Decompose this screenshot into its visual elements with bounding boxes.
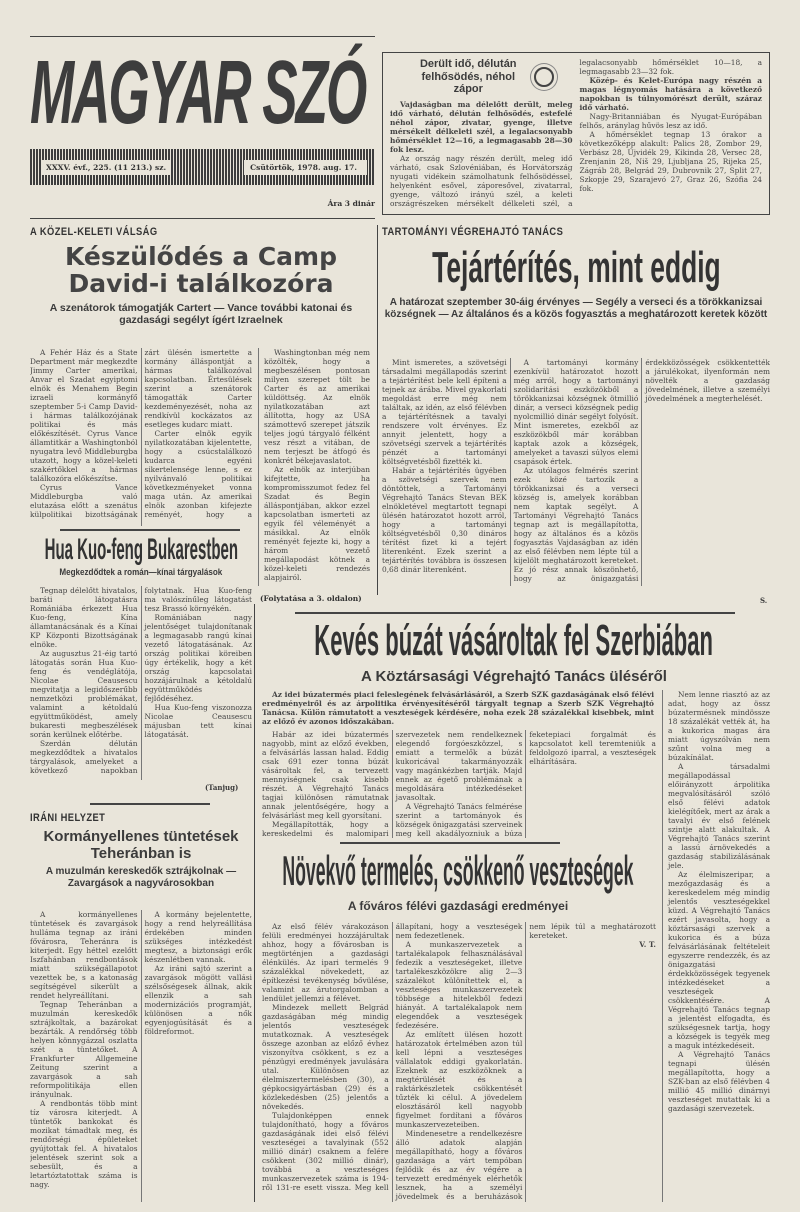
paragraph: Mindenesetre a rendelkezésre álló adatok alapján megállapítható, hogy a főváros gazdasága a várt tempóban fejlődik és az év végére a tervezett eredmények elérhetők lesznek, ha a személyi jövedelmek és a beruházások nem lépik túl a meghatározott kereteket. — [395, 922, 656, 1201]
headline: Hua Kuo-feng Bukarestben — [44, 533, 238, 566]
headline: Növekvő termelés, csökkenő veszteségek — [282, 847, 634, 894]
divider — [30, 218, 375, 219]
article-body — [662, 690, 770, 1202]
paragraph: Az augusztus 21-éig tartó látogatás során Hua Kuo-feng és vendéglátója, Nicolae Ceausescu megvitatja a legidőszerűbb nemzetközi problémákat, valamint a kétoldalú együttműködést, amely bukaresti megbeszélések során kerülnek előtérbe. — [30, 649, 138, 739]
headline-line: Teheránban is — [90, 845, 192, 862]
paragraph: Nem lenne riasztó az az adat, hogy az össz búzatermésnek mindössze 18 százalékát vették át, ha a kukorica magas ára miatt úgyszólván nem szűnt volna meg a búzakínálat. — [668, 690, 770, 762]
headline-line: Kormányellenes tüntetések — [43, 828, 239, 845]
issue-band — [30, 149, 375, 185]
sun-icon — [534, 67, 554, 87]
divider — [30, 36, 375, 37]
subhead: A szenátorok támogatják Cartert — Vance további katonai és gazdasági segélyt ígért Izraelnek — [49, 302, 353, 327]
paragraph: Az élelmiszeripar, a mezőgazdaság és a kereskedelem még mindig jelentős veszteségekkel küzd. A Végrehajtó Tanács ezért javasolta, hogy a köztársasági szervek a kukorica és a búza felvásárlásának feltételeit egyszerre rendezzék, és az önigazgatási érdekközösségek tegyenek intézkedéseket a veszteségek csökkentésére. A Végrehajtó Tanács tegnap a jelentést elfogadta, és szükségesnek tartja, hogy a községek is tegyék meg a maguk intézkedéseit. — [668, 870, 770, 1050]
signature: S. — [760, 596, 768, 605]
paragraph: Tegnap délelőtt hivatalos, baráti látogatásra Romániába érkezett Hua Kuo-feng, Kína államtanácsának és a Kínai KP Központi Bizottságának elnöke. — [30, 586, 138, 649]
newspaper-logo: MAGYAR SZÓ — [30, 41, 366, 143]
price: Ára 3 dinár — [327, 199, 375, 208]
weather-paragraph: Közép- és Kelet-Európa nagy részén a magas légnyomás hatására a következő napokban is túlnyomórészt derült, száraz idő várható. — [579, 76, 762, 112]
kicker: TARTOMÁNYI VÉGREHAJTÓ TANÁCS — [382, 226, 564, 238]
paragraph: Tulajdonképpen ennek tulajdonítható, hogy a főváros gazdaságának idei első félévi veszteségei a tavalyinak (552 millió dinár) csaknem a felére csökkent (302 millió dinár), továbbá a veszteséges munkaszervezetek száma is 194-ről 131-re esett vissza. Meg kell állapítani, hogy a veszteségek nem fedezetlenek. — [262, 922, 523, 1192]
paragraph: Az utólagos felmérés szerint ezek közé tartozik a törökkanizsai és a verseci község is, amelyek korábban nem kaptak segélyt. A Tartományi Végrehajtó Tanács tegnap azt is megállapította, hogy az általános és a közös fogyasztás Vajdaságban az idén az első félévben nem lépte túl a kijelölt meghatározott kereteket. Ez jó rész annak köszönhető, hogy az önigazgatási érdekközösségek csökkentették a járulékokat, ilyenformán nem növelték a gazdaság jövedelmének, illetve a személyi jövedelmének a megterhelését. — [513, 358, 770, 583]
weather-headline: Derült idő, délután felhősödés, néhol zápor — [419, 58, 517, 96]
article-iran — [30, 812, 252, 889]
article-body — [30, 348, 252, 526]
article-hua-kuo-feng — [30, 532, 252, 580]
article-economic-results — [258, 848, 658, 914]
weather-lead: Vajdaságban ma délelőtt derült, meleg idő várható, délután felhősödés, estefelé néhol zápor, zivatar, gyenge, illetve mérsékelt délkeleti szél, a legalacsonyabb hőmérséklet 12—16, a legmagasabb 28—30 fok lesz. — [390, 99, 573, 154]
subhead: Megkezdődtek a román—kínai tárgyalások — [59, 567, 223, 578]
article-wheat — [258, 617, 770, 686]
article-body — [30, 586, 252, 780]
paragraph: Romániában nagy jelentőséget tulajdonítanak a legmagasabb rangú kínai vezető látogatásának. Az ország politikai köreiben úgy értékelik, hogy a két ország kapcsolatai hozzájárulnak a kétoldalú együttműködés fejlődéséhez. — [144, 613, 252, 703]
paragraph: Szerdán délután megkezdődtek a hivatalos tárgyalások, amelyeket a következő napokban folytatnak. Hua Kuo-feng ma valószínűleg látogatást tesz Brassó környékén. — [30, 586, 252, 775]
kicker: A KÖZEL-KELETI VÁLSÁG — [30, 226, 158, 238]
paragraph: A tartományi kormány ezenkívül határozatot hozott még arról, hogy a tartományi szolidaritási eszközökből a törökkanizsai községnek ötmillió dinár, a verseci községnek pedig nyolcmillió dinár segélyt folyósít. Mint ismeretes, ezekből az eszközökből már korábban kaptak azok a községek, amelyeket a tavaszi súlyos elemi csapások értek. — [513, 358, 639, 466]
paragraph: A rendbontás több mint tíz városra kiterjedt. A tüntetők bankokat és mozikat támadtak meg, és rendőrségi épületeket gyújtottak fel. A hivatalos jelentések szerint sok a sebesült, és a letartóztatottak száma is nagy. — [30, 1099, 138, 1189]
headline-line: Készülődés a Camp — [64, 242, 338, 271]
paragraph: A munkaszervezetek a tartalékalapok felhasználásával fedezik a veszteségeket, illetve tartalékeszközökre alig 2—3 százalékot különítettek el, a veszteséges munkaszervezetek többsége a hitelekből fedezi hiányát. A tartalékalapok nem elegendőek a veszteségek fedezésére. — [395, 940, 523, 1030]
headline-line: David-i találkozóra — [68, 269, 334, 298]
kicker: IRÁNI HELYZET — [30, 812, 106, 824]
paragraph: Mindezek mellett Belgrád gazdaságában még mindig jelentős veszteségek mutatkoznak. A veszteségek összege azonban az előző évhez viszonyítva csökkent, s ez a pénzügyi eredmények javulására utal. Különösen az élelmiszertermelésben (30), a gépkocsigyártásban (29) és a közlekedésben (25) jelentős a növekedés. — [262, 1003, 389, 1111]
news-source: (Tanjug) — [205, 783, 239, 792]
paragraph: Carter elnök egyik nyilatkozatában kijelentette, hogy a csúcstalálkozó kudarca egyéni sikertelensége lenne, s ez nyilvánvaló politikai következményeket vonna maga után. Az amerikai elnök azonban kifejezte reményét, hogy a — [144, 429, 252, 519]
paragraph: Az első félév várakozáson felüli eredményei hozzájárultak ahhoz, hogy a fővárosban is megtörténjen a gazdasági élénkülés. Az ipari termelés 9 százalékkal növekedett, az építkezési tevékenység bővülése, valamint az árutorgalomban a lendület jellemzi a félévet. — [262, 922, 389, 1003]
paragraph: A társadalmi megállapodással előirányzott árpolitika megvalósításáról szóló első félévi adatok kielégítőek, mert az árak a tavalyi év első felének szintje alatt alakultak. A Végrehajtó Tanács szerint a lassú árnövekedés a gazdaság stabilizálásának jele. — [668, 762, 770, 870]
article-milk-subsidy — [382, 226, 770, 320]
weather-box — [382, 52, 770, 215]
article-body — [262, 922, 656, 1202]
paragraph: Habár az idei búzatermés nagyobb, mint az előző években, a felvásárlás lassan halad. Eddig csak 691 ezer tonna búzát vásároltak fel, a tervezett mennyiségnek csak kisebb részét. A Végrehajtó Tanács tagjai különösen rámutatnak annak jelentőségére, hogy a felvásárlást meg kell gyorsítani. — [262, 730, 389, 820]
paragraph: Megállapították, hogy a kereskedelmi és malomipari szervezetek nem rendelkeznek elegendő forgóeszközzel, s emiatt a termelők a búzát kukoricával takarmányozzák vagy magánkézben tartják. Majd ennek az égető problémának a megoldására intézkedéseket javasoltak. — [262, 730, 523, 838]
paragraph: Habár a tejártérítés ügyében a szövetségi szervek nem döntöttek, a Tartományi Végrehajtó Tanács Stevan BEK elnökletével megtartott tegnapi ülésén határozatot hozott arról, hogy a tartományi költségvetésből 0,30 dináros térítést fizet ki a tejért literenként. Ezek szerint a tejártérítés továbbra is összesen 0,68 dinár literenként. — [382, 466, 507, 574]
article-body — [262, 730, 656, 838]
paragraph: Az elnök az interjúban kifejtette, ha kompromisszumot fedez fel Szadat és Begin álláspontjában, akkor ezzel kapcsolatban ismerteti az egyik fél véleményét a másikkal. Az elnök reményét fejezte ki, hogy a három vezető megállapodást kötnek a közel-keleti rendezés alapjairól. — [264, 465, 370, 582]
subhead: A muzulmán kereskedők sztrájkolnak — Zavargások a nagyvárosokban — [45, 866, 237, 889]
weather-paragraph: Az ország nagy részén derült, meleg idő várható, csak Szlovéniában, és Horvátország nyugati vidékein számolhatunk felhősödéssel, helyenként esővel, záporesővel, zivatarral, gyenge, változó irányú szél, a keleti országrészeken mérsékelt délkeleti szél, a legalacsonyabb hőmérséklet 10—18, a legmagasabb 23—32 fok. — [390, 58, 762, 208]
issue-date: Csütörtök, 1978. aug. 17. — [244, 160, 367, 175]
masthead — [30, 42, 375, 217]
article-lead: Az idei búzatermés piaci feleslegének felvásárlásáról, a Szerb SZK gazdaságának első félévi eredményeiről és az árpolitika érvényesítéséről tárgyalt tegnap a Szerb SZK Végrehajtó Tanácsa. Külön rámutatott a veszteségek kérdésére, noha ezek 28 százalékkal kisebbek, mint az előző év azonos időszakában. — [262, 690, 654, 726]
continued-link[interactable]: (Folytatása a 3. oldalon) — [260, 594, 362, 603]
signature: V. T. — [639, 940, 656, 949]
article-camp-david — [30, 226, 372, 326]
article-body — [382, 358, 770, 586]
divider — [377, 225, 378, 595]
paragraph: A Végrehajtó Tanács felmérése szerint a tartományok és községek önigazgatási szerveinek meg kell akadályozniuk a búza feketepiaci forgalmát és kapcsolatot kell teremteniük a feldolgozó iparral, a veszteségek elhárítására. — [395, 730, 656, 838]
headline: Tejártérítés, mint eddig — [431, 243, 721, 292]
headline: Kevés búzát vásároltak fel Szerbiában — [314, 616, 714, 665]
issue-number: XXXV. évf., 225. (11 213.) sz. — [42, 160, 170, 175]
subhead: A főváros félévi gazdasági eredményei — [347, 899, 569, 913]
article-body — [258, 348, 370, 586]
paragraph: A Végrehajtó Tanács tegnapi ülésén megállapította, hogy a SZK-ban az első félévben 4 millió 45 millió dinárnyi veszteséget mutattak ki a gazdasági szervezetek. — [668, 1050, 770, 1113]
weather-paragraph: Nagy-Britanniában és Nyugat-Európában felhős, aránylag hűvös lesz az idő. — [579, 112, 762, 130]
paragraph: Az iráni sajtó szerint a zavargások mögött vallási szélsőségesek állnak, akik ellenzik a sah modernizációs programját, különösen a nők egyenjogúsítását és a földreformot. — [144, 964, 252, 1036]
paragraph: Mint ismeretes, a szövetségi társadalmi megállapodás szerint a tejártérítést bele kell építeni a tejnek az árába. Mivel gyakorlati megoldást erre még nem találtak, az idén, az első félévben a tejártérítésnek a tavalyi rendszere volt érvényes. Ez annyit jelentett, hogy a szövetségi szervek a tejártérítés pénzét a tartományi költségvetésből fizették ki. — [382, 358, 507, 466]
paragraph: A kormány bejelentette, hogy a rend helyreállítása érdekében minden szükséges intézkedést megtesz, a biztonsági erők készenlétben vannak. — [144, 910, 252, 964]
paragraph: Hua Kuo-feng viszonozza Nicolae Ceausescu májusban tett kínai látogatását. — [144, 703, 252, 739]
divider — [254, 604, 255, 1202]
paragraph: A Fehér Ház és a State Department már megkezdte Jimmy Carter amerikai, Anvar el Szadat egyiptomi elnök és Menahem Begin izraeli kormányfő szeptember 5-i Camp David-i hármas találkozójának politikai és más előkészítését. Cyrus Vance államtitkár a Washingtonból nyugatra levő Middleburgba utazott, hogy a közel-keleti szakértőkkel a hármas találkozóra előkészítse. — [30, 348, 138, 483]
headline — [30, 828, 252, 862]
article-body — [30, 910, 252, 1202]
subhead: A Köztársasági Végrehajtó Tanács üléséről — [361, 668, 667, 685]
divider — [90, 803, 210, 805]
weather-temperatures: A hőmérséklet tegnap 13 órakor a következőképp alakult: Palics 28, Zombor 29, Verbász 28, Újvidék 29, Kikinda 28, Versec 28, Zrenjanin 28, Niš 29, Ljubljana 25, Rijeka 25, Zágráb 28, Belgrád 29, Dubrovnik 27, Split 27, Szkopje 29, Szarajevó 27, Graz 26, Szófia 24 fok. — [579, 130, 762, 193]
paragraph: A kormányellenes tüntetések és zavargások hulláma tegnap az iráni fővárosra, Teheránra is kiterjedt. Egy héttel ezelőtt Iszfahánban rendbontások miatt szükségállapotot vezettek be, s a katonaság segítségével sikerült a rendet helyreállítani. — [30, 910, 138, 1000]
paragraph: Cyrus Vance Middleburgba való elutazása előtt a szenátus külpolitikai bizottságának zárt ülésén ismertette a kormány álláspontját a hármas találkozóval kapcsolatban. Értesülések szerint a szenátorok támogatták Carter kezdeményezését, noha az rendkívül kockázatos az esetleges kudarc miatt. — [30, 348, 252, 519]
paragraph: Az említett ülésen hozott határozatok értelmében azon túl kell lépni a veszteséges vállalatok eddigi gyakorlatán. Ezeknek az eszközöknek a megtérülését és a raktárkészletek csökkentését tűzték ki célul. A jövedelem elosztásáról kell nagyobb figyelmet fordítani a főváros munkaszervezeteiben. — [395, 1030, 523, 1129]
divider — [295, 612, 735, 614]
divider — [340, 842, 560, 844]
divider — [60, 529, 240, 531]
subhead: A határozat szeptember 30-áig érvényes — Segély a verseci és a törökkanizsai községnek — Az általános és a közös fogyasztás a meghatározott keretek között — [384, 297, 768, 320]
headline — [30, 243, 372, 297]
paragraph: Washingtonban még nem közölték, hogy a megbeszélésen pontosan milyen szerepet tölt be Carter és az amerikai küldöttség. Az elnök nyilatkozatában azt állította, hogy az USA számottevő szerepet játszik teljes jogú tárgyaló félként vesz részt a vitában, de nem terjeszt be átfogó és konkrét békejavaslatot. — [264, 348, 370, 465]
paragraph: Tegnap Teheránban a muzulmán kereskedők sztrájkoltak, a bazárokat bezárták. A rendőrség több helyen könnygázzal oszlatta szét a tüntetőket. A Frankfurter Allgemeine Zeitung szerint a zavargások a sah reformpolitikája ellen irányulnak. — [30, 1000, 138, 1099]
